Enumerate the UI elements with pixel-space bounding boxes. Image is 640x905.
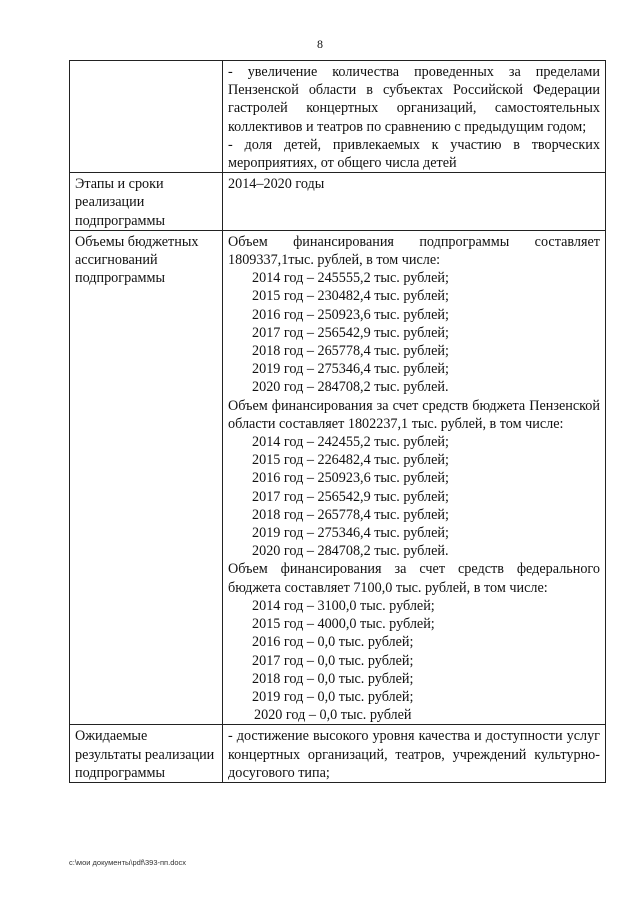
row-label-indicators: [70, 61, 223, 173]
funding-regional-year: 2017 год – 256542,9 тыс. рублей;: [252, 488, 449, 505]
funding-total-year: 2016 год – 250923,6 тыс. рублей;: [252, 306, 449, 323]
funding-federal-year: 2016 год – 0,0 тыс. рублей;: [252, 634, 414, 651]
funding-regional-year: 2019 год – 275346,4 тыс. рублей;: [252, 525, 449, 542]
table-row-results: [70, 725, 606, 783]
row-label-results: Ожидаемые результаты реализации подпрограммы: [70, 725, 223, 783]
funding-federal-year: 2018 год – 0,0 тыс. рублей;: [252, 670, 414, 687]
funding-regional-year: 2018 год – 265778,4 тыс. рублей;: [252, 506, 449, 523]
funding-federal-year: 2014 год – 3100,0 тыс. рублей;: [252, 597, 435, 614]
funding-total-year: 2019 год – 275346,4 тыс. рублей;: [252, 361, 449, 378]
passport-table: [69, 60, 606, 783]
row-label-stages: Этапы и сроки реализации подпрограммы: [70, 173, 223, 231]
funding-regional-year: 2014 год – 242455,2 тыс. рублей;: [252, 434, 449, 451]
footer-file-path: c:\мои документы\pdf\393-пп.docx: [69, 858, 187, 867]
funding-regional-year: 2020 год – 284708,2 тыс. рублей.: [252, 543, 449, 560]
funding-regional-text: Объем финансирования за счет средств бюджета Пензенской области составляет 1802237,1 тыс. рублей, в том числе:: [228, 397, 600, 432]
funding-regional-year: 2016 год – 250923,6 тыс. рублей;: [252, 470, 449, 487]
table-row-funding: [70, 230, 606, 724]
table-row-stages: [70, 173, 606, 231]
funding-regional-year: 2015 год – 226482,4 тыс. рублей;: [252, 452, 449, 469]
row-value-results: - достижение высокого уровня качества и доступности услуг концертных организаций, театров, учреждений культурно-досугового типа;: [223, 725, 606, 783]
funding-federal-year: 2015 год – 4000,0 тыс. рублей;: [252, 616, 435, 633]
funding-total-year: 2015 год – 230482,4 тыс. рублей;: [252, 288, 449, 305]
indicator-line: - доля детей, привлекаемых к участию в творческих мероприятиях, от общего числа детей: [228, 136, 600, 172]
funding-total-year: 2014 год – 245555,2 тыс. рублей;: [252, 270, 449, 287]
funding-federal-year: 2017 год – 0,0 тыс. рублей;: [252, 652, 414, 669]
indicator-line: - увеличение количества проведенных за пределами Пензенской области в субъектах Российской Федерации гастролей концертных организаций, самостоятельных коллективов и театров по сравнению с предыдущим годом;: [228, 64, 600, 135]
funding-federal-year: 2020 год – 0,0 тыс. рублей: [254, 707, 412, 724]
funding-federal-text: Объем финансирования за счет средств федерального бюджета составляет 7100,0 тыс. рублей, в том числе:: [228, 561, 600, 596]
page-number: 8: [317, 37, 323, 51]
row-value-stages: 2014–2020 годы: [223, 173, 606, 231]
funding-total-text: Объем финансирования подпрограммы составляет 1809337,1тыс. рублей, в том числе:: [228, 233, 600, 269]
table-row-indicators: [70, 61, 606, 173]
funding-total-year: 2020 год – 284708,2 тыс. рублей.: [252, 379, 449, 396]
funding-federal-year: 2019 год – 0,0 тыс. рублей;: [252, 688, 414, 705]
row-value-indicators: [223, 61, 606, 173]
row-value-funding: [223, 230, 606, 724]
funding-total-year: 2017 год – 256542,9 тыс. рублей;: [252, 324, 449, 341]
funding-total-year: 2018 год – 265778,4 тыс. рублей;: [252, 343, 449, 360]
row-label-funding: Объемы бюджетных ассигнований подпрограммы: [70, 230, 223, 724]
